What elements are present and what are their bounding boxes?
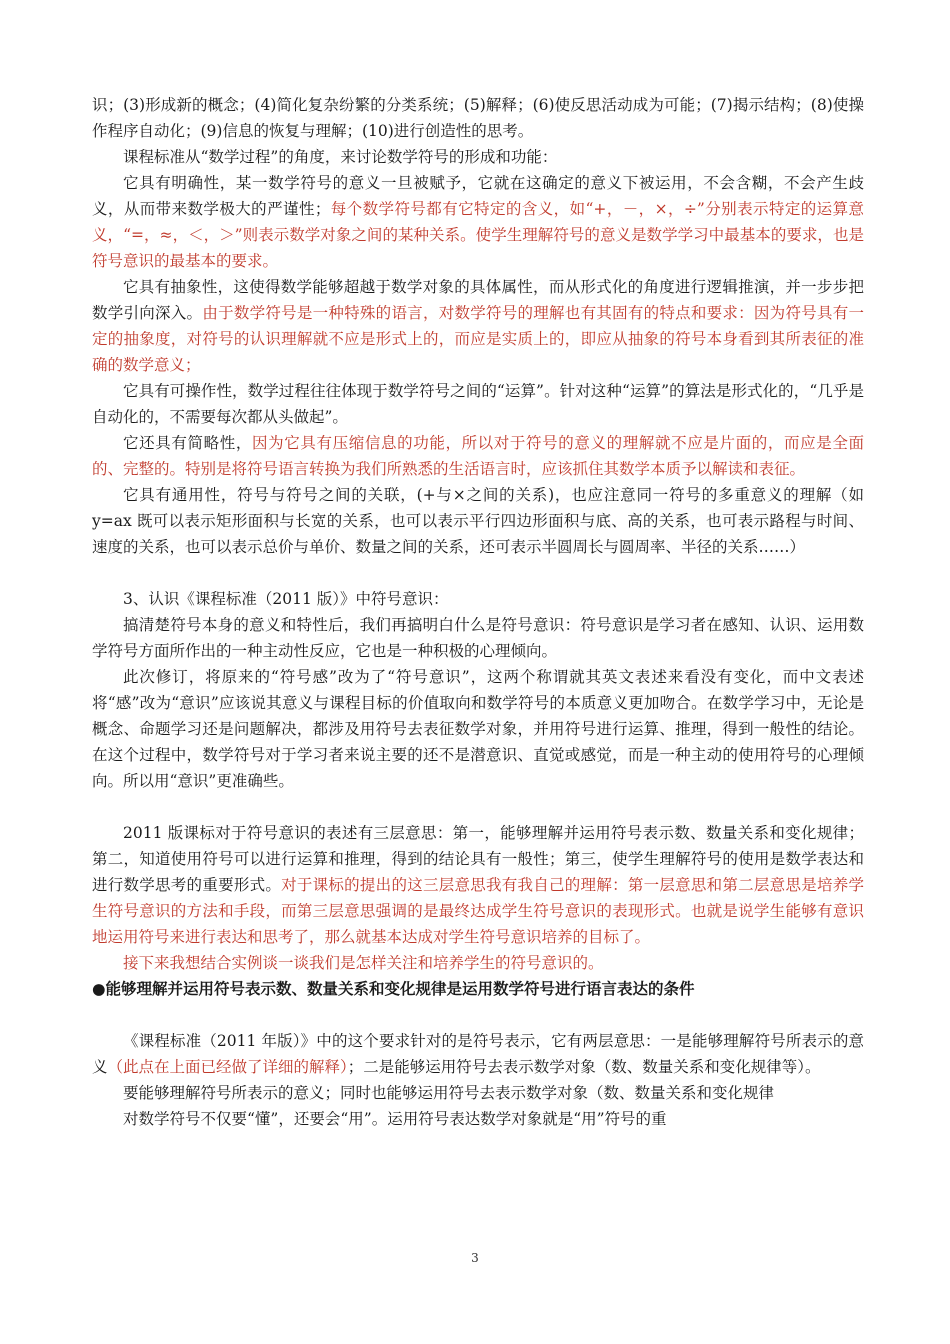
text-run: 它还具有简略性， xyxy=(123,434,252,452)
highlight-text: 对于课标的提出的这三层意思我有我自己的理解：第一层意思和第二层意思是培养学生符号意识的方法和手段，而第三层意思强调的是最终达成学生符号意识的表现形式。也就是说学生能够有意识地运用符号来进行表达和思考了，那么就基本达成对学生符号意识培养的目标了。 xyxy=(92,876,864,946)
paragraph xyxy=(92,820,864,950)
paragraph: 它具有通用性，符号与符号之间的关联，(+与×之间的关系)，也应注意同一符号的多重意义的理解（如 y=ax 既可以表示矩形面积与长宽的关系，也可以表示平行四边形面积与底、高的关系，也可表示路程与时间、速度的关系，也可以表示总价与单价、数量之间的关系，还可表示半圆周长与圆周率、半径的关系……） xyxy=(92,486,864,556)
paragraph: 要能够理解符号所表示的意义；同时也能够运用符号去表示数学对象（数、数量关系和变化规律 xyxy=(123,1084,775,1102)
paragraph xyxy=(92,274,864,378)
paragraph: 识；(3)形成新的概念；(4)简化复杂纷繁的分类系统；(5)解释；(6)使反思活动成为可能；(7)揭示结构；(8)使操作程序自动化；(9)信息的恢复与理解；(10)进行创造性的思考。 xyxy=(92,96,864,140)
section-title: 3、认识《课程标准（2011 版）》中符号意识： xyxy=(123,590,449,608)
text-run: 《课程标准（2011 年版）》中的这个要求针对的是符号表示，它有两层意思：一是能够理解符号所表示的意义 xyxy=(92,1032,864,1076)
paragraph xyxy=(92,430,864,482)
text-run: 2011 版课标对于符号意识的表述有三层意思：第一，能够理解并运用符号表示数、数量关系和变化规律；第二，知道使用符号可以进行运算和推理，得到的结论具有一般性；第三，使学生理解符号的使用是数学表达和进行数学思考的重要形式。 xyxy=(92,824,864,894)
paragraph: 对数学符号不仅要“懂”，还要会“用”。运用符号表达数学对象就是“用”符号的重 xyxy=(123,1110,667,1128)
paragraph xyxy=(92,1028,864,1080)
paragraph: 它具有可操作性，数学过程往往体现于数学符号之间的“运算”。针对这种“运算”的算法是形式化的，“几乎是自动化的，不需要每次都从头做起”。 xyxy=(92,382,864,426)
paragraph xyxy=(92,170,864,274)
highlight-text: 因为它具有压缩信息的功能，所以对于符号的意义的理解就不应是片面的，而应是全面的、完整的。特别是将符号语言转换为我们所熟悉的生活语言时，应该抓住其数学本质予以解读和表征。 xyxy=(92,434,864,478)
document-page xyxy=(92,92,864,1132)
text-run: 它具有抽象性，这使得数学能够超越于数学对象的具体属性，而从形式化的角度进行逻辑推演，并一步步把数学引向深入。 xyxy=(92,278,864,322)
page-number: 3 xyxy=(471,1251,479,1265)
spacer xyxy=(92,1002,864,1028)
paragraph: 接下来我想结合实例谈一谈我们是怎样关注和培养学生的符号意识的。 xyxy=(123,954,604,972)
text-run: 它具有明确性，某一数学符号的意义一旦被赋予，它就在这确定的意义下被运用，不会含糊，不会产生歧义，从而带来数学极大的严谨性； xyxy=(92,174,864,218)
paragraph: 此次修订，将原来的“符号感”改为了“符号意识”，这两个称谓就其英文表述来看没有变化，而中文表述将“感”改为“意识”应该说其意义与课程目标的价值取向和数学符号的本质意义更加吻合。在数学学习中，无论是概念、命题学习还是问题解决，都涉及用符号去表征数学对象，并用符号进行运算、推理，得到一般性的结论。在这个过程中，数学符号对于学习者来说主要的还不是潜意识、直觉或感觉，而是一种主动的使用符号的心理倾向。所以用“意识”更准确些。 xyxy=(92,668,864,790)
highlight-text: 每个数学符号都有它特定的含义，如“+，－，×，÷”分别表示特定的运算意义，“=，≈，＜，＞”则表示数学对象之间的某种关系。使学生理解符号的意义是数学学习中最基本的要求，也是符号意识的最基本的要求。 xyxy=(92,200,864,270)
text-run: ；二是能够运用符号去表示数学对象（数、数量关系和变化规律等）。 xyxy=(347,1058,821,1076)
paragraph: 搞清楚符号本身的意义和特性后，我们再搞明白什么是符号意识：符号意识是学习者在感知、认识、运用数学符号方面所作出的一种主动性反应，它也是一种积极的心理倾向。 xyxy=(92,616,864,660)
highlight-text: 由于数学符号是一种特殊的语言，对数学符号的理解也有其固有的特点和要求：因为符号具有一定的抽象度，对符号的认识理解就不应是形式上的，而应是实质上的，即应从抽象的符号本身看到其所表征的准确的数学意义； xyxy=(92,304,864,374)
spacer xyxy=(92,560,864,586)
bullet-heading: ●能够理解并运用符号表示数、数量关系和变化规律是运用数学符号进行语言表达的条件 xyxy=(92,980,695,998)
paragraph: 课程标准从“数学过程”的角度，来讨论数学符号的形成和功能： xyxy=(123,148,558,166)
highlight-text: （此点在上面已经做了详细的解释） xyxy=(107,1058,348,1076)
spacer xyxy=(92,794,864,820)
